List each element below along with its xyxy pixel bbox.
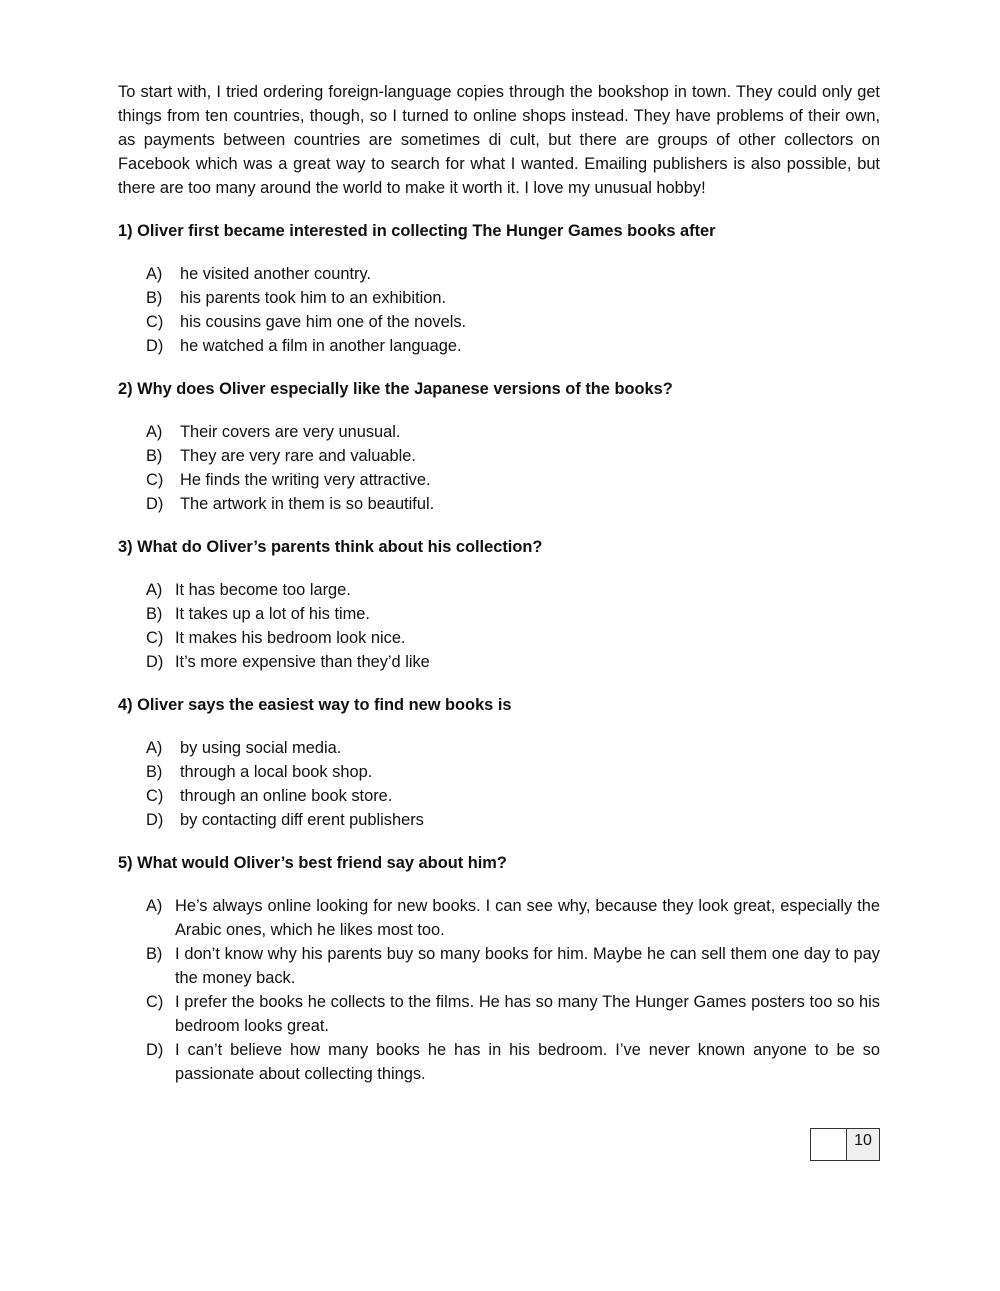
score-box	[810, 1128, 880, 1161]
option-letter: B)	[146, 945, 163, 963]
option-text: It makes his bedroom look nice.	[175, 629, 406, 647]
option-text: through an online book store.	[180, 787, 393, 805]
score-input[interactable]	[811, 1129, 847, 1160]
question-2-option-d[interactable]	[118, 492, 880, 516]
option-text: Their covers are very unusual.	[180, 423, 401, 441]
question-3-option-b[interactable]	[118, 602, 880, 626]
option-text: They are very rare and valuable.	[180, 447, 416, 465]
option-text: The artwork in them is so beautiful.	[180, 495, 435, 513]
option-text: I prefer the books he collects to the films. He has so many The Hunger Games posters too so his bedroom looks great.	[175, 993, 880, 1035]
option-text: I don’t know why his parents buy so many books for him. Maybe he can sell them one day to pay the money back.	[175, 945, 880, 987]
question-5-option-b[interactable]	[118, 942, 880, 990]
question-5-options	[118, 894, 880, 1086]
option-letter: B)	[146, 447, 163, 465]
question-4-options	[118, 736, 880, 832]
option-text: by contacting diff erent publishers	[180, 811, 424, 829]
question-3-option-d[interactable]	[118, 650, 880, 674]
option-text: he visited another country.	[180, 265, 372, 283]
question-1: 1) Oliver first became interested in collecting The Hunger Games books after	[118, 222, 716, 240]
option-letter: A)	[146, 265, 163, 283]
question-5-option-d[interactable]	[118, 1038, 880, 1086]
option-text: It has become too large.	[175, 581, 351, 599]
question-3-options	[118, 578, 880, 674]
question-5-option-a[interactable]	[118, 894, 880, 942]
intro-paragraph: To start with, I tried ordering foreign-language copies through the bookshop in town. They could only get things from ten countries, though, so I turned to online shops instead. They have problems of their own, as payments between countries are sometimes di cult, but there are groups of other collectors on Facebook which was a great way to search for what I wanted. Emailing publishers is also possible, but there are too many around the world to make it worth it. I love my unusual hobby!	[118, 83, 880, 197]
option-letter: A)	[146, 581, 163, 599]
option-text: I can’t believe how many books he has in his bedroom. I’ve never known anyone to be so passionate about collecting things.	[175, 1041, 880, 1083]
question-1-options	[118, 262, 880, 358]
question-4-option-c[interactable]	[118, 784, 880, 808]
question-4-option-d[interactable]	[118, 808, 880, 832]
question-5: 5) What would Oliver’s best friend say about him?	[118, 854, 507, 872]
question-1-option-d[interactable]	[118, 334, 880, 358]
score-total: 10	[847, 1129, 879, 1160]
option-letter: A)	[146, 739, 163, 757]
question-3: 3) What do Oliver’s parents think about his collection?	[118, 538, 543, 556]
option-text: he watched a film in another language.	[180, 337, 462, 355]
option-text: his parents took him to an exhibition.	[180, 289, 447, 307]
question-3-option-a[interactable]	[118, 578, 880, 602]
question-2-option-b[interactable]	[118, 444, 880, 468]
option-letter: D)	[146, 653, 164, 671]
option-letter: D)	[146, 337, 164, 355]
option-text: It takes up a lot of his time.	[175, 605, 370, 623]
question-2-option-c[interactable]	[118, 468, 880, 492]
option-letter: C)	[146, 993, 164, 1011]
option-letter: C)	[146, 629, 164, 647]
option-letter: B)	[146, 289, 163, 307]
option-letter: A)	[146, 423, 163, 441]
option-letter: D)	[146, 1041, 164, 1059]
question-5-option-c[interactable]	[118, 990, 880, 1038]
question-4: 4) Oliver says the easiest way to find new books is	[118, 696, 512, 714]
question-1-option-a[interactable]	[118, 262, 880, 286]
option-text: He’s always online looking for new books. I can see why, because they look great, especially the Arabic ones, which he likes most too.	[175, 897, 880, 939]
option-text: by using social media.	[180, 739, 342, 757]
question-4-option-b[interactable]	[118, 760, 880, 784]
option-letter: D)	[146, 495, 164, 513]
option-text: He finds the writing very attractive.	[180, 471, 431, 489]
option-text: through a local book shop.	[180, 763, 373, 781]
question-2-option-a[interactable]	[118, 420, 880, 444]
option-letter: A)	[146, 897, 163, 915]
question-1-option-b[interactable]	[118, 286, 880, 310]
question-3-option-c[interactable]	[118, 626, 880, 650]
question-2-options	[118, 420, 880, 516]
option-letter: D)	[146, 811, 164, 829]
option-text: his cousins gave him one of the novels.	[180, 313, 467, 331]
option-letter: B)	[146, 763, 163, 781]
question-4-option-a[interactable]	[118, 736, 880, 760]
option-text: It’s more expensive than they’d like	[175, 653, 430, 671]
question-2: 2) Why does Oliver especially like the Japanese versions of the books?	[118, 380, 673, 398]
worksheet-page	[118, 80, 880, 1086]
question-1-option-c[interactable]	[118, 310, 880, 334]
option-letter: B)	[146, 605, 163, 623]
option-letter: C)	[146, 787, 164, 805]
option-letter: C)	[146, 313, 164, 331]
option-letter: C)	[146, 471, 164, 489]
